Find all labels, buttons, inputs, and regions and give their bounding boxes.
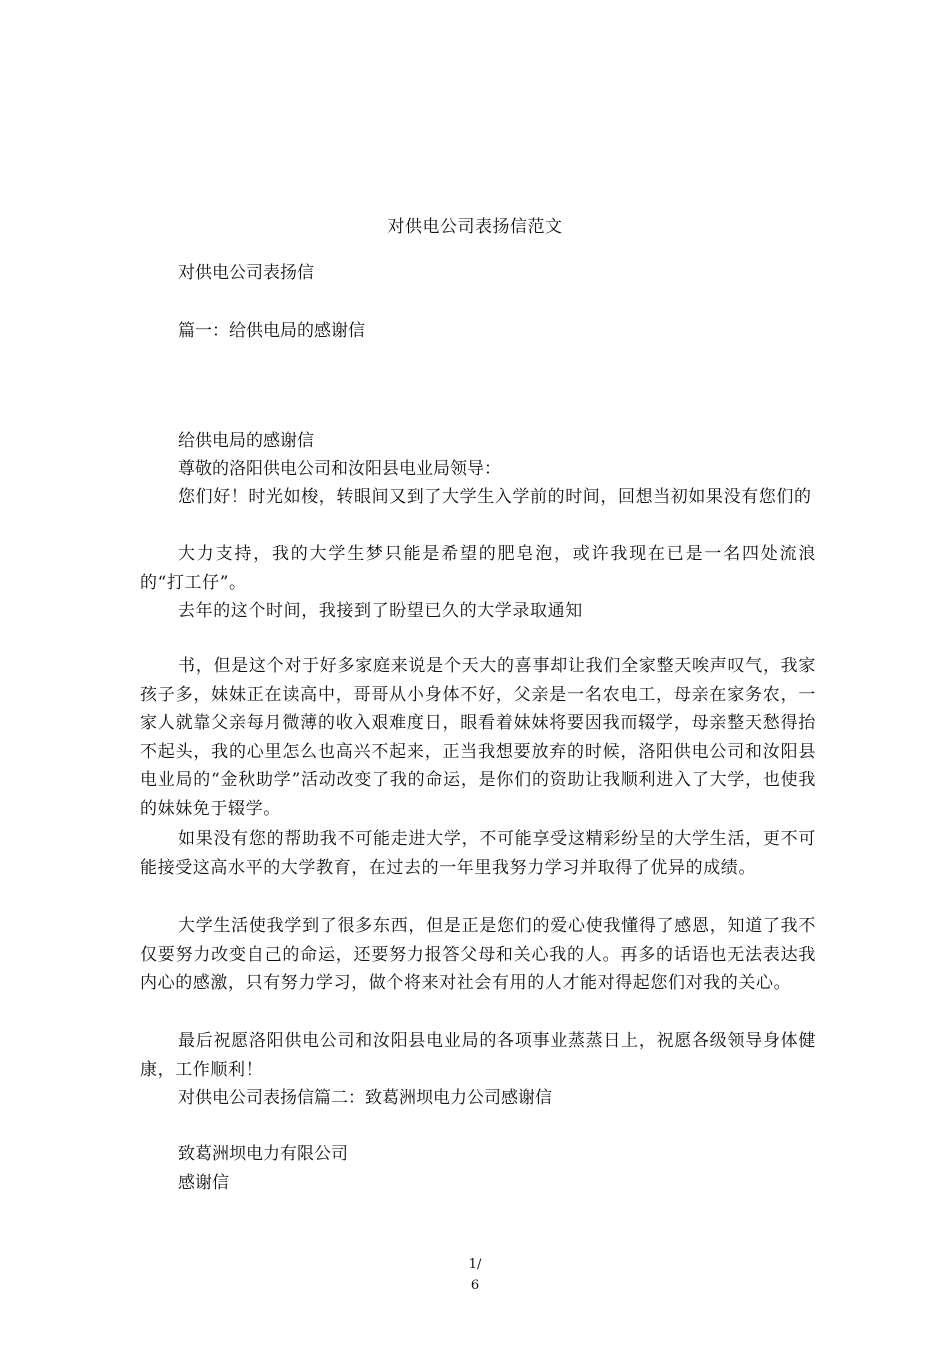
page-number-current: 1/	[468, 1257, 482, 1272]
document-title: 对供电公司表扬信范文	[387, 217, 563, 237]
section-heading-two: 对供电公司表扬信篇二：致葛洲坝电力公司感谢信	[178, 1088, 552, 1108]
body-paragraph-3: 去年的这个时间，我接到了盼望已久的大学录取通知	[178, 601, 583, 621]
letter-closing-heading: 感谢信	[178, 1173, 229, 1193]
letter-salutation: 尊敬的洛阳供电公司和汝阳县电业局领导：	[178, 459, 501, 479]
body-paragraph-5: 如果没有您的帮助我不可能走进大学，不可能享受这精彩纷呈的大学生活，更不可能接受这高水平的大学教育，在过去的一年里我努力学习并取得了优异的成绩。	[140, 829, 816, 878]
body-paragraph-7: 最后祝愿洛阳供电公司和汝阳县电业局的各项事业蒸蒸日上，祝愿各级领导身体健康，工作顺利！	[140, 1031, 816, 1080]
letter-recipient: 致葛洲坝电力有限公司	[178, 1144, 348, 1164]
page-number-total: 6	[470, 1278, 480, 1293]
body-paragraph-2: 大力支持，我的大学生梦只能是希望的肥皂泡，或许我现在已是一名四处流浪的“打工仔”。	[140, 544, 816, 593]
body-paragraph-4: 书，但是这个对于好多家庭来说是个天大的喜事却让我们全家整天唉声叹气，我家孩子多，妹妹正在读高中，哥哥从小身体不好，父亲是一名农电工，母亲在家务农，一家人就靠父亲每月微薄的收入艰难度日，眼看着妹妹将要因我而辍学，母亲整天愁得抬不起头，我的心里怎么也高兴不起来，正当我想要放弃的时候，洛阳供电公司和汝阳县电业局的“金秋助学”活动改变了我的命运，是你们的资助让我顺利进入了大学，也使我的妹妹免于辍学。	[140, 656, 816, 819]
document-subtitle: 对供电公司表扬信	[178, 263, 314, 283]
page-number	[0, 1254, 950, 1296]
letter-heading: 给供电局的感谢信	[178, 431, 314, 451]
body-paragraph-1: 您们好！时光如梭，转眼间又到了大学生入学前的时间，回想当初如果没有您们的	[178, 487, 812, 507]
section-heading-one: 篇一：给供电局的感谢信	[178, 321, 365, 341]
body-paragraph-6: 大学生活使我学到了很多东西，但是正是您们的爱心使我懂得了感恩，知道了我不仅要努力改变自己的命运，还要努力报答父母和关心我的人。再多的话语也无法表达我内心的感激，只有努力学习，做个将来对社会有用的人才能对得起您们对我的关心。	[140, 916, 816, 993]
